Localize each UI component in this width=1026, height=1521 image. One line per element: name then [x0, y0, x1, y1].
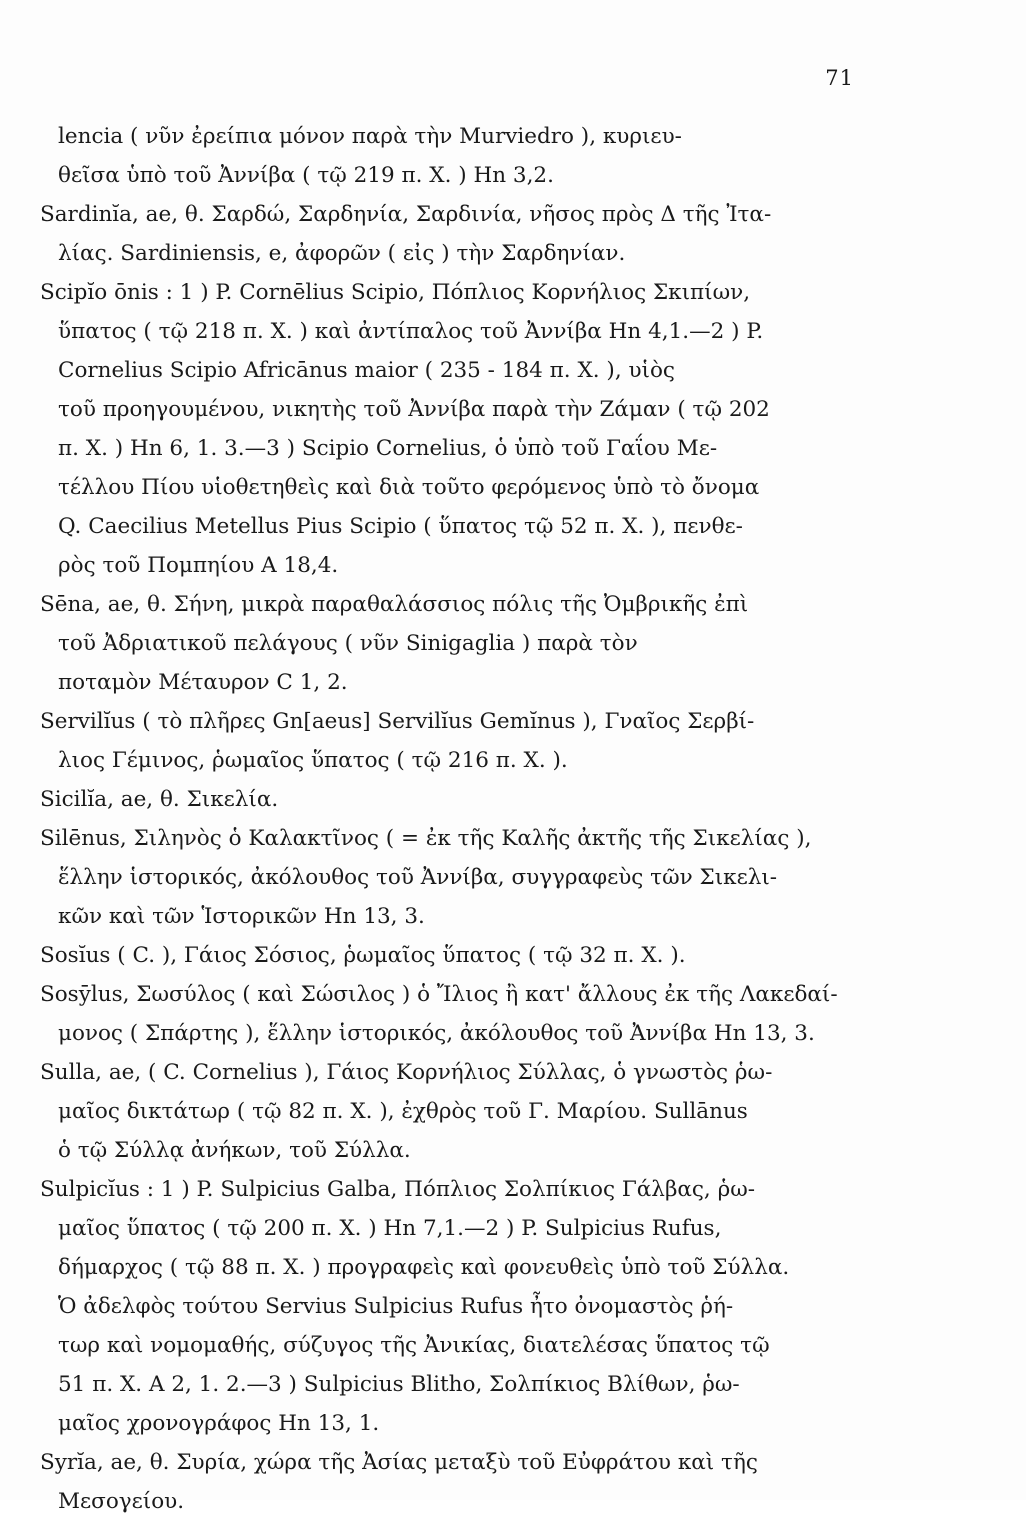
entry-continuation-line: δήμαρχος ( τῷ 88 π. Χ. ) προγραφεὶς καὶ φονευθεὶς ὑπὸ τοῦ Σύλλα.: [58, 1255, 790, 1280]
entry-continuation-line: 51 π. Χ. A 2, 1. 2.—3 ) Sulpicius Blitho, Σολπίκιος Βλίθων, ῥω-: [58, 1372, 740, 1397]
entry-continuation-line: μαῖος δικτάτωρ ( τῷ 82 π. Χ. ), ἐχθρὸς τοῦ Γ. Μαρίου. Sullānus: [58, 1099, 748, 1124]
entry-continuation-line: ὁ τῷ Σύλλᾳ ἀνήκων, τοῦ Σύλλα.: [58, 1138, 411, 1163]
entry-continuation-line: Q. Caecilius Metellus Pius Scipio ( ὕπατος τῷ 52 π. Χ. ), πενθε-: [58, 514, 743, 539]
entry-continuation-line: τέλλου Πίου υἱοθετηθεὶς καὶ διὰ τοῦτο φερόμενος ὑπὸ τὸ ὄνομα: [58, 475, 760, 500]
entry-continuation-line: τοῦ Ἀδριατικοῦ πελάγους ( νῦν Sinigaglia ) παρὰ τὸν: [58, 631, 638, 656]
entry-continuation-line: Ὁ ἀδελφὸς τούτου Servius Sulpicius Rufus ἦτο ὀνομαστὸς ῥή-: [58, 1294, 734, 1319]
entry-continuation-line: ἕλλην ἱστορικός, ἀκόλουθος τοῦ Ἀννίβα, συγγραφεὺς τῶν Σικελι-: [58, 865, 778, 890]
entry-continuation-line: λιος Γέμινος, ῥωμαῖος ὕπατος ( τῷ 216 π. Χ. ).: [58, 748, 568, 773]
entry-headword-line: Servilĭus ( τὸ πλῆρες Gn[aeus] Servilĭus Gemĭnus ), Γναῖος Σερβί-: [40, 709, 755, 734]
entry-headword-line: Sēna, ae, θ. Σήνη, μικρὰ παραθαλάσσιος πόλις τῆς Ὀμβρικῆς ἐπὶ: [40, 592, 749, 617]
entry-continuation-line: μαῖος χρονογράφος Hn 13, 1.: [58, 1411, 380, 1436]
entry-headword-line: Sosȳlus, Σωσύλος ( καὶ Σώσιλος ) ὁ Ἴλιος ἢ κατ' ἄλλους ἐκ τῆς Λακεδαί-: [40, 982, 838, 1007]
entry-headword-line: Syrĭa, ae, θ. Συρία, χώρα τῆς Ἀσίας μεταξὺ τοῦ Εὐφράτου καὶ τῆς: [40, 1450, 758, 1475]
entry-continuation-line: ποταμὸν Μέταυρον C 1, 2.: [58, 670, 348, 695]
entry-headword-line: Sicilĭa, ae, θ. Σικελία.: [40, 787, 279, 812]
entry-continuation-line: μαῖος ὕπατος ( τῷ 200 π. Χ. ) Hn 7,1.—2 ) P. Sulpicius Rufus,: [58, 1216, 722, 1241]
entry-continuation-line: lencia ( νῦν ἐρείπια μόνον παρὰ τὴν Murviedro ), κυριευ-: [58, 124, 682, 149]
entry-continuation-line: κῶν καὶ τῶν Ἱστορικῶν Hn 13, 3.: [58, 904, 425, 929]
entry-headword-line: Silēnus, Σιληνὸς ὁ Καλακτῖνος ( = ἐκ τῆς Καλῆς ἀκτῆς τῆς Σικελίας ),: [40, 826, 812, 851]
entry-headword-line: Scipĭo ōnis : 1 ) P. Cornēlius Scipio, Πόπλιος Κορνήλιος Σκιπίων,: [40, 280, 751, 305]
entry-continuation-line: ὕπατος ( τῷ 218 π. Χ. ) καὶ ἀντίπαλος τοῦ Ἀννίβα Hn 4,1.—2 ) P.: [58, 319, 764, 344]
glossary-text: [40, 117, 860, 1521]
entry-headword-line: Sosĭus ( C. ), Γάιος Σόσιος, ῥωμαῖος ὕπατος ( τῷ 32 π. Χ. ).: [40, 943, 686, 968]
entry-continuation-line: π. Χ. ) Hn 6, 1. 3.—3 ) Scipio Cornelius, ὁ ὑπὸ τοῦ Γαΐου Με-: [58, 436, 718, 461]
entry-headword-line: Sulpicĭus : 1 ) P. Sulpicius Galba, Πόπλιος Σολπίκιος Γάλβας, ῥω-: [40, 1177, 756, 1202]
entry-headword-line: Sardinĭa, ae, θ. Σαρδώ, Σαρδηνία, Σαρδινία, νῆσος πρὸς Δ τῆς Ἰτα-: [40, 202, 772, 227]
entry-continuation-line: τωρ καὶ νομομαθής, σύζυγος τῆς Ἀνικίας, διατελέσας ὕπατος τῷ: [58, 1333, 770, 1358]
entry-continuation-line: τοῦ προηγουμένου, νικητὴς τοῦ Ἀννίβα παρὰ τὴν Ζάμαν ( τῷ 202: [58, 397, 770, 422]
entry-continuation-line: Μεσογείου.: [58, 1489, 185, 1514]
entry-continuation-line: Cornelius Scipio Africānus maior ( 235 - 184 π. Χ. ), υἱὸς: [58, 358, 675, 383]
entry-continuation-line: θεῖσα ὑπὸ τοῦ Ἀννίβα ( τῷ 219 π. Χ. ) Hn 3,2.: [58, 163, 554, 188]
entry-continuation-line: μονος ( Σπάρτης ), ἕλλην ἱστορικός, ἀκόλουθος τοῦ Ἀννίβα Hn 13, 3.: [58, 1021, 815, 1046]
entry-headword-line: Sulla, ae, ( C. Cornelius ), Γάιος Κορνήλιος Σύλλας, ὁ γνωστὸς ῥω-: [40, 1060, 773, 1085]
entry-continuation-line: ρὸς τοῦ Πομπηίου A 18,4.: [58, 553, 339, 578]
page-number: 71: [825, 66, 854, 90]
entry-continuation-line: λίας. Sardiniensis, e, ἀφορῶν ( εἰς ) τὴν Σαρδηνίαν.: [58, 241, 626, 266]
